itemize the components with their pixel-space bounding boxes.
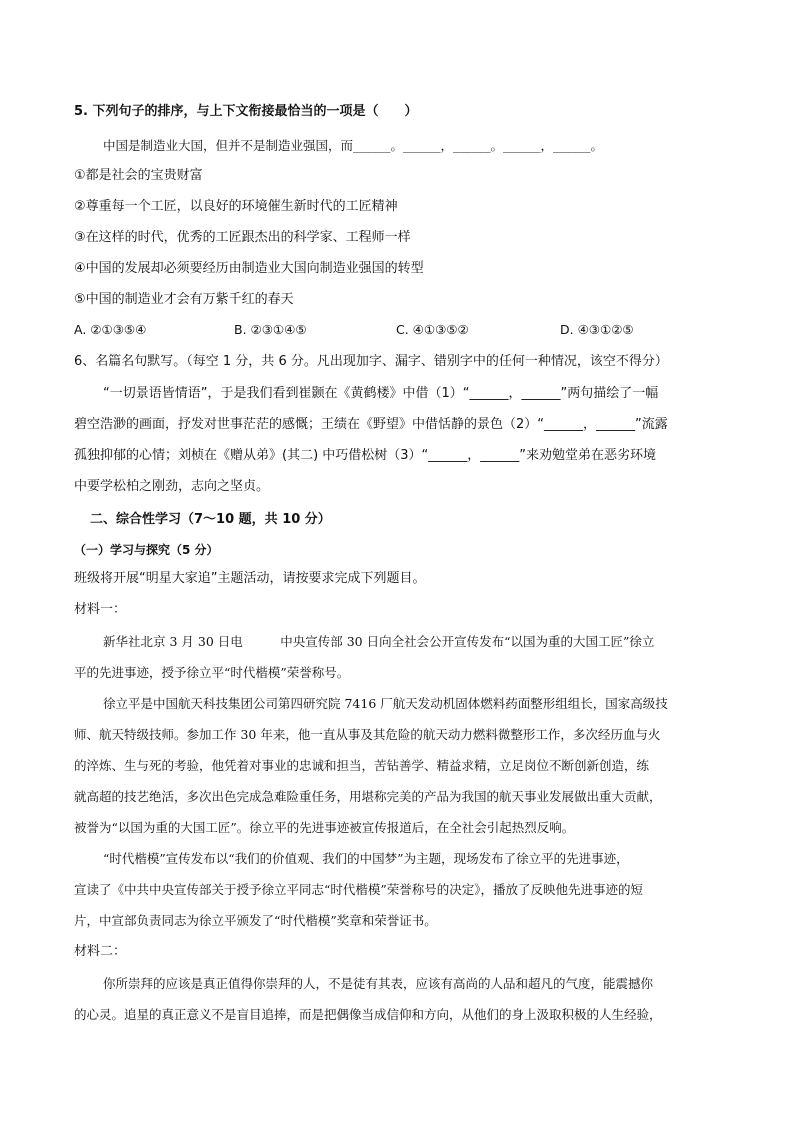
- material-1-line: 宣读了《中共中央宣传部关于授予徐立平同志“时代楷模”荣誉称号的决定》，播放了反映他先进事迹的短: [74, 882, 644, 897]
- subsection-heading: （一）学习与探究（5 分）: [74, 543, 219, 557]
- material-1-line: 新华社北京 3 月 30 日电 中央宣传部 30 日向全社会公开宣传发布“以国为重的大国工匠”徐立: [103, 634, 655, 649]
- q5-option-b: B. ②③①④⑤: [234, 322, 307, 337]
- material-2-line: 的心灵。追星的真正意义不是盲目追捧，而是把偶像当成信仰和方向，从他们的身上汲取积极的人生经验，: [74, 1007, 662, 1022]
- q5-item-5: ⑤中国的制造业才会有万紫千红的春天: [74, 292, 294, 307]
- q5-item-2: ②尊重每一个工匠，以良好的环境催生新时代的工匠精神: [74, 199, 398, 214]
- q5-context: 中国是制造业大国，但并不是制造业强国，而______。______，______。______，______。: [103, 138, 604, 153]
- q6-line-1: “一切景语皆情语”，于是我们看到崔颢在《黄鹤楼》中借（1）“______，______”两句描绘了一幅: [103, 386, 659, 401]
- activity-intro: 班级将开展“明星大家追”主题活动，请按要求完成下列题目。: [74, 571, 426, 586]
- material-1-line: 的淬炼、生与死的考验，他凭着对事业的忠诚和担当，苦钻善学、精益求精，立足岗位不断创新创造，练: [74, 758, 650, 773]
- q6-line-4: 中要学松柏之刚劲，志向之坚贞。: [74, 479, 270, 494]
- material-1-label: 材料一：: [74, 602, 127, 617]
- q5-item-3: ③在这样的时代，优秀的工匠跟杰出的科学家、工程师一样: [74, 230, 411, 245]
- material-1-line: 徐立平是中国航天科技集团公司第四研究院 7416 厂航天发动机固体燃料药面整形组组长，国家高级技: [103, 696, 668, 711]
- q6-line-3: 孤独抑郁的心情；刘桢在《赠从弟》(其二) 中巧借松树（3）“______，______”来劝勉堂弟在恶劣环境: [74, 448, 657, 463]
- q5-option-a: A. ②①③⑤④: [74, 322, 147, 337]
- section-heading: 二、综合性学习（7～10 题，共 10 分）: [90, 512, 331, 527]
- material-1-line: 被誉为“以国为重的大国工匠”。徐立平的先进事迹被宣传报道后，在全社会引起热烈反响。: [74, 820, 575, 835]
- material-1-line: 师、航天特级技师。参加工作 30 年来，他一直从事及其危险的航天动力燃料微整形工作，多次经历血与火: [74, 727, 661, 742]
- q5-item-4: ④中国的发展却必须要经历由制造业大国向制造业强国的转型: [74, 261, 424, 276]
- material-1-line: 平的先进事迹，授予徐立平“时代楷模”荣誉称号。: [74, 665, 350, 680]
- q5-option-c: C. ④①③⑤②: [396, 322, 469, 337]
- material-2-line: 你所崇拜的应该是真正值得你崇拜的人，不是徒有其表，应该有高尚的人品和超凡的气度，能震撼你: [103, 976, 654, 991]
- material-1-line: 片，中宣部负责同志为徐立平颁发了“时代楷模”奖章和荣誉证书。: [74, 913, 437, 928]
- q5-item-1: ①都是社会的宝贵财富: [74, 168, 203, 183]
- q6-stem: 6、名篇名句默写。（每空 1 分，共 6 分。凡出现加字、漏字、错别字中的任何一种情况，该空不得分）: [74, 354, 668, 369]
- material-2-label: 材料二：: [74, 944, 127, 959]
- material-1-line: “时代楷模”宣传发布以“我们的价值观、我们的中国梦”为主题，现场发布了徐立平的先进事迹，: [103, 851, 629, 866]
- material-1-line: 就高超的技艺绝活，多次出色完成急难险重任务，用堪称完美的产品为我国的航天事业发展做出重大贡献，: [74, 789, 662, 804]
- q5-option-d: D. ④③①②⑤: [560, 322, 634, 337]
- q6-line-2: 碧空浩渺的画面，抒发对世事茫茫的感慨；王绩在《野望》中借恬静的景色（2）“______，______”流露: [74, 417, 668, 432]
- q5-stem: 5. 下列句子的排序，与上下文衔接最恰当的一项是（ ）: [74, 104, 418, 119]
